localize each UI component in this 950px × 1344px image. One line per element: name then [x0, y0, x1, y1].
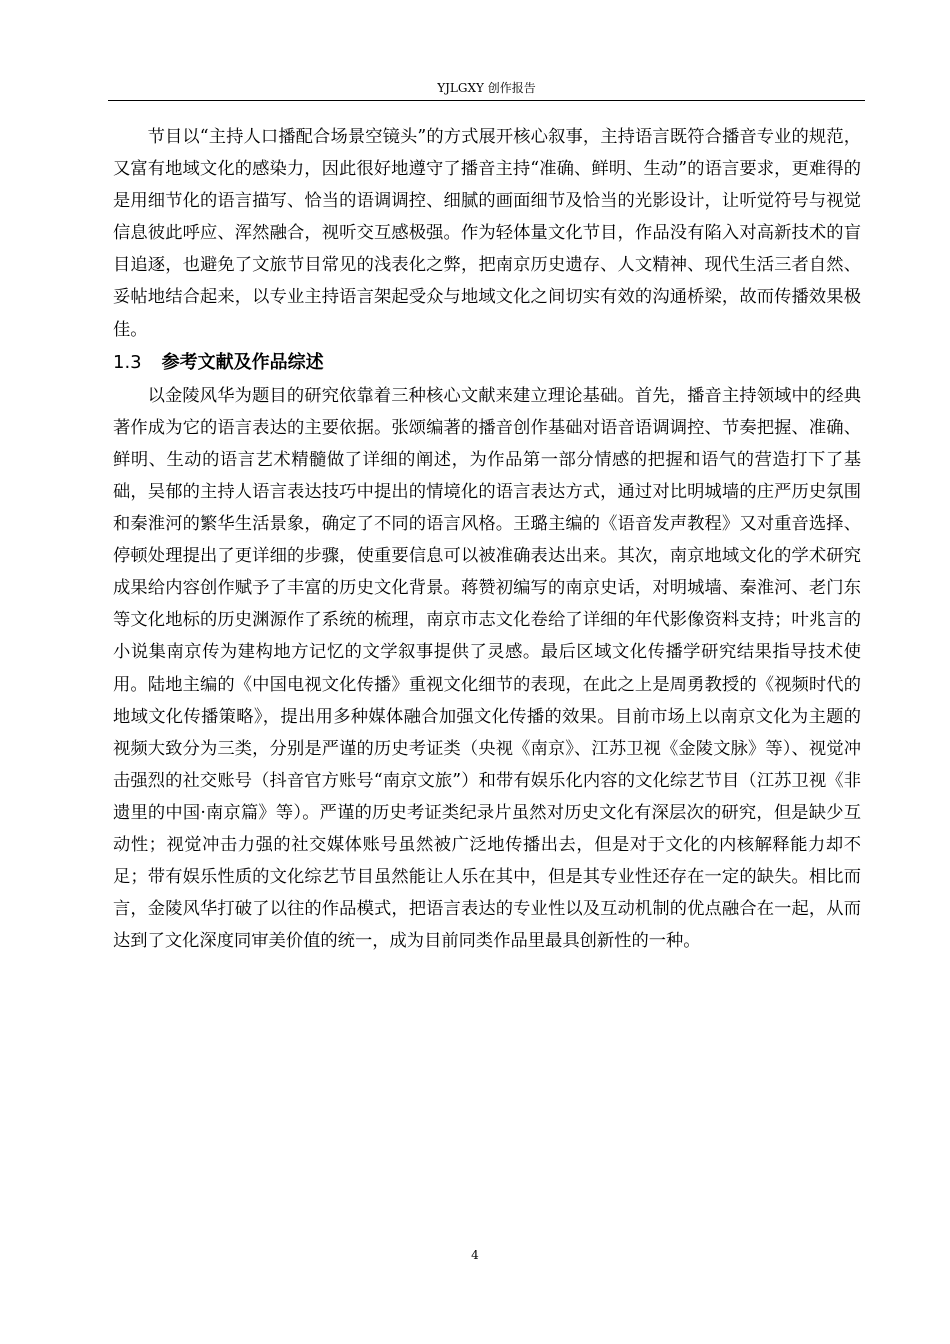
section-number: 1.3: [113, 351, 142, 373]
section-heading: [113, 346, 861, 380]
page-number: 4: [471, 1248, 479, 1262]
document-body: [113, 121, 861, 957]
section-title: 参考文献及作品综述: [161, 351, 324, 373]
body-paragraph: 节目以“主持人口播配合场景空镜头”的方式展开核心叙事，主持语言既符合播音专业的规范，又富有地域文化的感染力，因此很好地遵守了播音主持“准确、鲜明、生动”的语言要求，更难得的是用细节化的语言描写、恰当的语调调控、细腻的画面细节及恰当的光影设计，让听觉符号与视觉信息彼此呼应、浑然融合，视听交互感极强。作为轻体量文化节目，作品没有陷入对高新技术的盲目追逐，也避免了文旅节目常见的浅表化之弊，把南京历史遗存、人文精神、现代生活三者自然、妥帖地结合起来，以专业主持语言架起受众与地域文化之间切实有效的沟通桥梁，故而传播效果极佳。: [113, 127, 861, 340]
body-paragraph: 以金陵风华为题目的研究依靠着三种核心文献来建立理论基础。首先，播音主持领域中的经典著作成为它的语言表达的主要依据。张颂编著的播音创作基础对语音语调调控、节奏把握、准确、鲜明、生动的语言艺术精髓做了详细的阐述，为作品第一部分情感的把握和语气的营造打下了基础，吴郁的主持人语言表达技巧中提出的情境化的语言表达方式，通过对比明城墙的庄严历史氛围和秦淮河的繁华生活景象，确定了不同的语言风格。王璐主编的《语音发声教程》又对重音选择、停顿处理提出了更详细的步骤，使重要信息可以被准确表达出来。其次，南京地域文化的学术研究成果给内容创作赋予了丰富的历史文化背景。蒋赞初编写的南京史话，对明城墙、秦淮河、老门东等文化地标的历史渊源作了系统的梳理，南京市志文化卷给了详细的年代影像资料支持；叶兆言的小说集南京传为建构地方记忆的文学叙事提供了灵感。最后区域文化传播学研究结果指导技术使用。陆地主编的《中国电视文化传播》重视文化细节的表现，在此之上是周勇教授的《视频时代的地域文化传播策略》，提出用多种媒体融合加强文化传播的效果。目前市场上以南京文化为主题的视频大致分为三类，分别是严谨的历史考证类（央视《南京》、江苏卫视《金陵文脉》等）、视觉冲击强烈的社交账号（抖音官方账号“南京文旅”）和带有娱乐化内容的文化综艺节目（江苏卫视《非遗里的中国·南京篇》等）。严谨的历史考证类纪录片虽然对历史文化有深层次的研究，但是缺少互动性；视觉冲击力强的社交媒体账号虽然被广泛地传播出去，但是对于文化的内核解释能力却不足；带有娱乐性质的文化综艺节目虽然能让人乐在其中，但是其专业性还存在一定的缺失。相比而言，金陵风华打破了以往的作品模式，把语言表达的专业性以及互动机制的优点融合在一起，从而达到了文化深度同审美价值的统一，成为目前同类作品里最具创新性的一种。: [113, 385, 861, 952]
header-rule: [108, 100, 865, 101]
page-header: YJLGXY 创作报告: [437, 81, 536, 95]
